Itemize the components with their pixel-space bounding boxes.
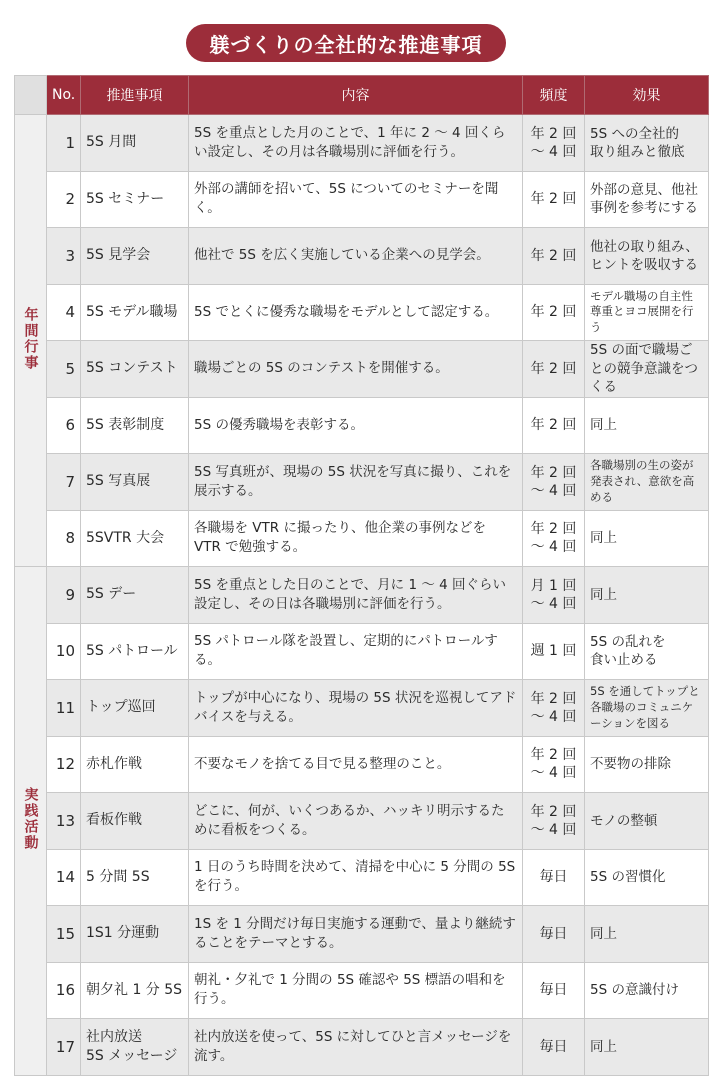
item-name: 1S1 分運動 — [81, 906, 189, 963]
row-number: 17 — [47, 1019, 81, 1076]
item-name: トップ巡回 — [81, 680, 189, 737]
item-content: 5S を重点とした月のことで、1 年に 2 ～ 4 回くらい設定し、その月は各職場別に評価を行う。 — [189, 115, 523, 172]
item-content: 不要なモノを捨てる目で見る整理のこと。 — [189, 736, 523, 793]
item-content: 5S でとくに優秀な職場をモデルとして認定する。 — [189, 284, 523, 341]
category-annual-events — [15, 115, 47, 567]
item-frequency: 週 1 回 — [523, 623, 585, 680]
table-row — [15, 736, 709, 793]
item-content: 外部の講師を招いて、5S についてのセミナーを聞く。 — [189, 171, 523, 228]
category-label: 実践活動 — [22, 786, 39, 851]
table-row — [15, 171, 709, 228]
row-number: 11 — [47, 680, 81, 737]
item-effect: 同上 — [585, 510, 709, 567]
item-frequency: 毎日 — [523, 849, 585, 906]
item-name: 5S セミナー — [81, 171, 189, 228]
item-frequency: 月 1 回 ～ 4 回 — [523, 567, 585, 624]
item-frequency: 年 2 回 ～ 4 回 — [523, 454, 585, 511]
table-row — [15, 115, 709, 172]
item-name: 5S 表彰制度 — [81, 397, 189, 454]
item-name: 看板作戦 — [81, 793, 189, 850]
row-number: 14 — [47, 849, 81, 906]
item-frequency: 年 2 回 ～ 4 回 — [523, 510, 585, 567]
item-frequency: 毎日 — [523, 962, 585, 1019]
item-name: 5S 月間 — [81, 115, 189, 172]
item-name: 5S 見学会 — [81, 228, 189, 285]
table-row — [15, 962, 709, 1019]
header-frequency: 頻度 — [523, 76, 585, 115]
row-number: 1 — [47, 115, 81, 172]
item-content: 社内放送を使って、5S に対してひと言メッセージを流す。 — [189, 1019, 523, 1076]
item-effect: 5S を通してトップと各職場のコミュニケーションを図る — [585, 680, 709, 737]
item-effect: 5S の乱れを 食い止める — [585, 623, 709, 680]
item-frequency: 年 2 回 ～ 4 回 — [523, 793, 585, 850]
item-content: 1 日のうち時間を決めて、清掃を中心に 5 分間の 5S を行う。 — [189, 849, 523, 906]
item-effect: 5S への全社的 取り組みと徹底 — [585, 115, 709, 172]
item-frequency: 年 2 回 — [523, 171, 585, 228]
table-row — [15, 397, 709, 454]
table-header-row — [15, 76, 709, 115]
item-effect: 5S の面で職場ごとの競争意識をつくる — [585, 341, 709, 398]
item-content: 朝礼・夕礼で 1 分間の 5S 確認や 5S 標語の唱和を行う。 — [189, 962, 523, 1019]
item-content: どこに、何が、いくつあるか、ハッキリ明示するために看板をつくる。 — [189, 793, 523, 850]
table-row — [15, 284, 709, 341]
item-content: 5S を重点とした日のことで、月に 1 ～ 4 回ぐらい設定し、その日は各職場別に評価を行う。 — [189, 567, 523, 624]
table-row — [15, 510, 709, 567]
header-no: No. — [47, 76, 81, 115]
row-number: 2 — [47, 171, 81, 228]
item-content: トップが中心になり、現場の 5S 状況を巡視してアドバイスを与える。 — [189, 680, 523, 737]
item-effect: 他社の取り組み、ヒントを吸収する — [585, 228, 709, 285]
item-frequency: 毎日 — [523, 1019, 585, 1076]
header-content: 内容 — [189, 76, 523, 115]
table-row — [15, 1019, 709, 1076]
item-frequency: 年 2 回 ～ 4 回 — [523, 680, 585, 737]
row-number: 5 — [47, 341, 81, 398]
item-frequency: 年 2 回 — [523, 341, 585, 398]
item-name: 5 分間 5S — [81, 849, 189, 906]
item-frequency: 年 2 回 — [523, 228, 585, 285]
category-label: 年間行事 — [22, 306, 39, 371]
item-content: 5S パトロール隊を設置し、定期的にパトロールする。 — [189, 623, 523, 680]
item-name: 赤札作戦 — [81, 736, 189, 793]
table-row — [15, 623, 709, 680]
item-name: 朝夕礼 1 分 5S — [81, 962, 189, 1019]
row-number: 9 — [47, 567, 81, 624]
item-frequency: 年 2 回 — [523, 397, 585, 454]
page-title: 躾づくりの全社的な推進事項 — [186, 24, 506, 62]
item-name: 5SVTR 大会 — [81, 510, 189, 567]
item-effect: 外部の意見、他社事例を参考にする — [585, 171, 709, 228]
row-number: 6 — [47, 397, 81, 454]
item-effect: 同上 — [585, 906, 709, 963]
category-practice-activities — [15, 567, 47, 1076]
table-row — [15, 849, 709, 906]
item-frequency: 年 2 回 ～ 4 回 — [523, 115, 585, 172]
item-name: 5S モデル職場 — [81, 284, 189, 341]
table-row — [15, 680, 709, 737]
item-effect: 5S の意識付け — [585, 962, 709, 1019]
row-number: 10 — [47, 623, 81, 680]
item-effect: モノの整頓 — [585, 793, 709, 850]
item-name: 5S 写真展 — [81, 454, 189, 511]
item-name: 5S コンテスト — [81, 341, 189, 398]
row-number: 3 — [47, 228, 81, 285]
row-number: 7 — [47, 454, 81, 511]
item-content: 1S を 1 分間だけ毎日実施する運動で、量より継続することをテーマとする。 — [189, 906, 523, 963]
item-name: 5S パトロール — [81, 623, 189, 680]
table-row — [15, 454, 709, 511]
item-content: 5S の優秀職場を表彰する。 — [189, 397, 523, 454]
table-row — [15, 228, 709, 285]
item-content: 他社で 5S を広く実施している企業への見学会。 — [189, 228, 523, 285]
item-effect: 同上 — [585, 1019, 709, 1076]
header-category — [15, 76, 47, 115]
row-number: 15 — [47, 906, 81, 963]
item-effect: 5S の習慣化 — [585, 849, 709, 906]
header-effect: 効果 — [585, 76, 709, 115]
item-frequency: 毎日 — [523, 906, 585, 963]
table-row — [15, 906, 709, 963]
table-row — [15, 793, 709, 850]
row-number: 8 — [47, 510, 81, 567]
row-number: 12 — [47, 736, 81, 793]
item-content: 各職場を VTR に撮ったり、他企業の事例などを VTR で勉強する。 — [189, 510, 523, 567]
item-effect: 不要物の排除 — [585, 736, 709, 793]
row-number: 16 — [47, 962, 81, 1019]
item-content: 職場ごとの 5S のコンテストを開催する。 — [189, 341, 523, 398]
item-effect: モデル職場の自主性尊重とヨコ展開を行う — [585, 284, 709, 341]
item-name: 5S デー — [81, 567, 189, 624]
item-frequency: 年 2 回 — [523, 284, 585, 341]
table-row — [15, 341, 709, 398]
promotion-table — [14, 75, 709, 1076]
row-number: 4 — [47, 284, 81, 341]
item-content: 5S 写真班が、現場の 5S 状況を写真に撮り、これを展示する。 — [189, 454, 523, 511]
item-effect: 同上 — [585, 397, 709, 454]
table-row — [15, 567, 709, 624]
item-frequency: 年 2 回 ～ 4 回 — [523, 736, 585, 793]
header-item: 推進事項 — [81, 76, 189, 115]
item-name: 社内放送 5S メッセージ — [81, 1019, 189, 1076]
item-effect: 同上 — [585, 567, 709, 624]
row-number: 13 — [47, 793, 81, 850]
item-effect: 各職場別の生の姿が発表され、意欲を高める — [585, 454, 709, 511]
